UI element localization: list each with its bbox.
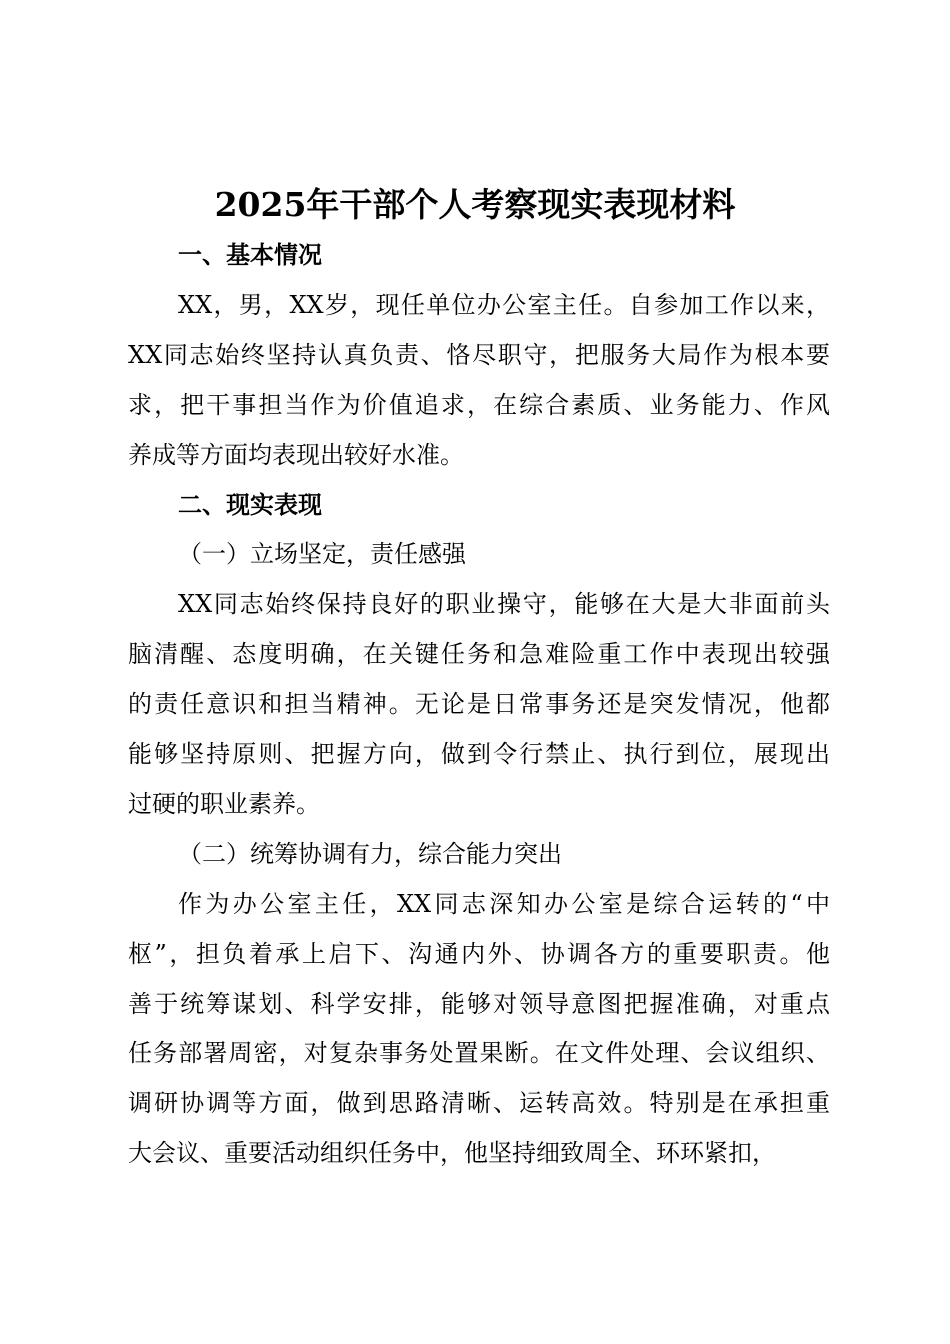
paragraph-line: 过硬的职业素养。: [128, 790, 320, 818]
paragraph-line: 枢”，担负着承上启下、沟通内外、协调各方的重要职责。他: [128, 940, 830, 968]
paragraph-line: XX同志始终坚持认真负责、恪尽职守，把服务大局作为根本要: [128, 341, 830, 369]
paragraph-line: 能够坚持原则、把握方向，做到令行禁止、执行到位，展现出: [128, 740, 830, 768]
paragraph-line: XX同志始终保持良好的职业操守，能够在大是大非面前头: [178, 590, 830, 618]
paragraph-line: 作为办公室主任，XX同志深知办公室是综合运转的“中: [178, 890, 830, 918]
paragraph-line: 善于统筹谋划、科学安排，能够对领导意图把握准确，对重点: [128, 990, 830, 1018]
subsection-heading: （二）统筹协调有力，综合能力突出: [178, 840, 562, 868]
paragraph-line: 任务部署周密，对复杂事务处置果断。在文件处理、会议组织、: [128, 1039, 830, 1067]
paragraph-line: 脑清醒、态度明确，在关键任务和急难险重工作中表现出较强: [128, 640, 830, 668]
paragraph-line: 调研协调等方面，做到思路清晰、运转高效。特别是在承担重: [128, 1089, 830, 1117]
paragraph-line: 的责任意识和担当精神。无论是日常事务还是突发情况，他都: [128, 690, 830, 718]
paragraph-line: XX，男，XX岁，现任单位办公室主任。自参加工作以来，: [178, 291, 830, 319]
section-heading: 二、现实表现: [178, 491, 322, 519]
section-heading: 一、基本情况: [178, 241, 322, 269]
paragraph-line: 养成等方面均表现出较好水准。: [128, 441, 464, 469]
paragraph-line: 大会议、重要活动组织任务中，他坚持细致周全、环环紧扣，: [128, 1139, 776, 1167]
paragraph-line: 求，把干事担当作为价值追求，在综合素质、业务能力、作风: [128, 391, 830, 419]
subsection-heading: （一）立场坚定，责任感强: [178, 540, 466, 568]
document-title: 2025年干部个人考察现实表现材料: [214, 185, 736, 224]
